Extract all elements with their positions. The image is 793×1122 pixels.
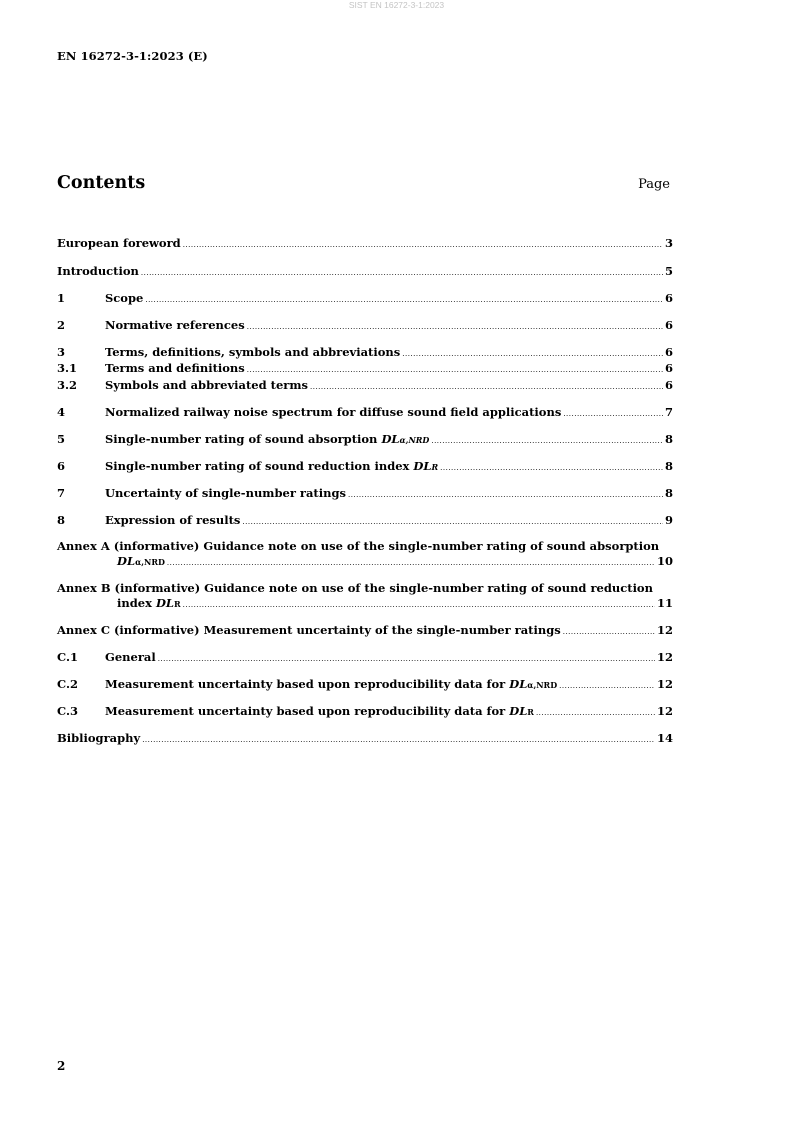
watermark: SIST EN 16272-3-1:2023 <box>348 0 445 10</box>
toc-entry-number: 1 <box>57 291 66 305</box>
page-column-heading: Page <box>638 177 670 192</box>
toc-entry-title: Expression of results <box>105 513 241 527</box>
toc-entry-title: General <box>105 650 156 664</box>
toc-entry-page: 7 <box>664 405 673 419</box>
toc-leader-dots <box>183 598 655 613</box>
toc-entry-title: Single-number rating of sound reduction index DLR <box>105 459 439 473</box>
symbol-dl: DL <box>413 459 432 473</box>
document-reference: EN 16272-3-1:2023 (E) <box>57 49 208 63</box>
contents-title: Contents <box>57 173 146 193</box>
toc-entry-page: 8 <box>664 432 673 446</box>
symbol-subscript: R <box>527 707 534 717</box>
toc-entry-number: C.2 <box>57 677 78 691</box>
toc-entry-title: Normative references <box>105 318 245 332</box>
table-of-contents <box>57 236 673 748</box>
toc-leader-dots <box>559 679 655 694</box>
toc-entry-uncertainty[interactable] <box>57 486 673 503</box>
toc-leader-dots <box>348 488 663 503</box>
toc-entry-title: Terms, definitions, symbols and abbreviations <box>105 345 401 359</box>
toc-entry-page: 14 <box>656 731 673 745</box>
symbol-subscript: α,NRD <box>527 680 558 690</box>
toc-entry-title: Measurement uncertainty based upon reproducibility data for DLα,NRD <box>105 677 558 691</box>
toc-entry-page: 12 <box>656 623 673 637</box>
toc-leader-dots <box>402 347 663 362</box>
toc-leader-dots <box>242 515 663 530</box>
toc-entry-number: 3.2 <box>57 378 78 392</box>
toc-leader-dots <box>167 556 655 571</box>
toc-entry-title: Scope <box>105 291 144 305</box>
toc-leader-dots <box>247 364 663 377</box>
toc-entry-title: Symbols and abbreviated terms <box>105 378 308 392</box>
toc-leader-dots <box>310 379 663 396</box>
toc-entry-title: Single-number rating of sound absorption DLα,NRD <box>105 432 430 446</box>
toc-entry-number: 7 <box>57 486 66 500</box>
toc-entry-bibliography[interactable] <box>57 731 673 748</box>
symbol-subscript: R <box>431 462 439 472</box>
toc-entry-number: 4 <box>57 405 66 419</box>
toc-entry-page: 8 <box>664 459 673 473</box>
toc-entry-page: 12 <box>656 677 673 691</box>
toc-entry-title: Annex A (informative) Guidance note on use of the single-number rating of sound absorption <box>57 539 660 553</box>
toc-entry-normative-references[interactable] <box>57 318 673 335</box>
toc-entry-symbols-and-abbreviated-terms[interactable] <box>57 377 673 396</box>
symbol-dl: DL <box>509 677 528 691</box>
toc-entry-title: Uncertainty of single-number ratings <box>105 486 346 500</box>
toc-entry-number: 3 <box>57 345 66 359</box>
toc-entry-title: Normalized railway noise spectrum for diffuse sound field applications <box>105 405 562 419</box>
toc-entry-title: Annex B (informative) Guidance note on use of the single-number rating of sound reduction <box>57 581 653 595</box>
toc-leader-dots <box>536 706 655 721</box>
toc-entry-continuation <box>57 554 673 571</box>
toc-entry-page: 12 <box>656 650 673 664</box>
toc-entry-page: 5 <box>664 264 673 278</box>
toc-entry-page: 6 <box>664 361 673 375</box>
toc-entry-normalized-railway-noise-spectrum[interactable] <box>57 405 673 422</box>
toc-entry-annex-c[interactable] <box>57 623 673 640</box>
toc-leader-dots <box>247 320 663 335</box>
toc-entry-c2-uncertainty-absorption[interactable] <box>57 677 673 694</box>
toc-leader-dots <box>563 625 655 640</box>
toc-entry-page: 6 <box>664 291 673 305</box>
toc-entry-scope[interactable] <box>57 291 673 308</box>
toc-leader-dots <box>563 407 663 422</box>
toc-entry-number: 6 <box>57 459 66 473</box>
symbol-dl: DL <box>509 704 528 718</box>
toc-entry-page: 6 <box>664 318 673 332</box>
toc-entry-title: Measurement uncertainty based upon reproducibility data for DLR <box>105 704 534 718</box>
toc-entry-number: C.3 <box>57 704 78 718</box>
toc-entry-sound-reduction-index-rating[interactable] <box>57 459 673 476</box>
toc-entry-terms-definitions-symbols[interactable] <box>57 345 673 362</box>
toc-entry-title: Annex C (informative) Measurement uncertainty of the single-number ratings <box>57 623 561 637</box>
toc-entry-number: C.1 <box>57 650 78 664</box>
page-number: 2 <box>57 1059 66 1073</box>
toc-entry-page: 3 <box>664 236 673 250</box>
toc-entry-number: 2 <box>57 318 66 332</box>
toc-leader-dots <box>142 733 655 748</box>
symbol-subscript: α,NRD <box>399 435 430 445</box>
toc-entry-title: Bibliography <box>57 731 141 745</box>
toc-entry-page: 8 <box>664 486 673 500</box>
toc-leader-dots <box>141 266 663 281</box>
toc-entry-annex-a[interactable] <box>57 539 673 571</box>
toc-entry-page: 6 <box>664 345 673 359</box>
toc-leader-dots <box>158 652 655 667</box>
toc-entry-title: European foreword <box>57 236 181 250</box>
toc-entry-page: 10 <box>656 554 673 568</box>
toc-entry-european-foreword[interactable] <box>57 236 673 253</box>
toc-entry-page: 6 <box>664 378 673 392</box>
toc-entry-sound-absorption-rating[interactable] <box>57 432 673 449</box>
toc-entry-title: Introduction <box>57 264 139 278</box>
toc-entry-annex-b[interactable] <box>57 581 673 613</box>
toc-entry-continuation: index DLR ..... 11 <box>57 596 673 613</box>
symbol-subscript: R <box>174 599 181 609</box>
symbol-dl: DL <box>155 596 175 610</box>
toc-entry-title: Terms and definitions <box>105 361 245 375</box>
toc-leader-dots <box>440 461 663 476</box>
toc-entry-page: 12 <box>656 704 673 718</box>
symbol-dl: DL <box>117 554 136 568</box>
toc-entry-c3-uncertainty-reduction[interactable] <box>57 704 673 721</box>
toc-entry-page: 11 <box>656 596 673 610</box>
toc-entry-number: 3.1 <box>57 361 78 375</box>
toc-leader-dots <box>145 293 663 308</box>
toc-entry-number: 8 <box>57 513 66 527</box>
toc-leader-dots <box>431 434 663 449</box>
toc-entry-terms-and-definitions[interactable] <box>57 362 673 377</box>
toc-entry-expression-of-results[interactable] <box>57 513 673 530</box>
toc-entry-c1-general[interactable] <box>57 650 673 667</box>
toc-entry-number: 5 <box>57 432 66 446</box>
symbol-subscript: α,NRD <box>135 557 165 567</box>
symbol-dl: DL <box>381 432 400 446</box>
toc-leader-dots <box>183 238 663 253</box>
toc-entry-page: 9 <box>664 513 673 527</box>
toc-entry-introduction[interactable] <box>57 264 673 281</box>
